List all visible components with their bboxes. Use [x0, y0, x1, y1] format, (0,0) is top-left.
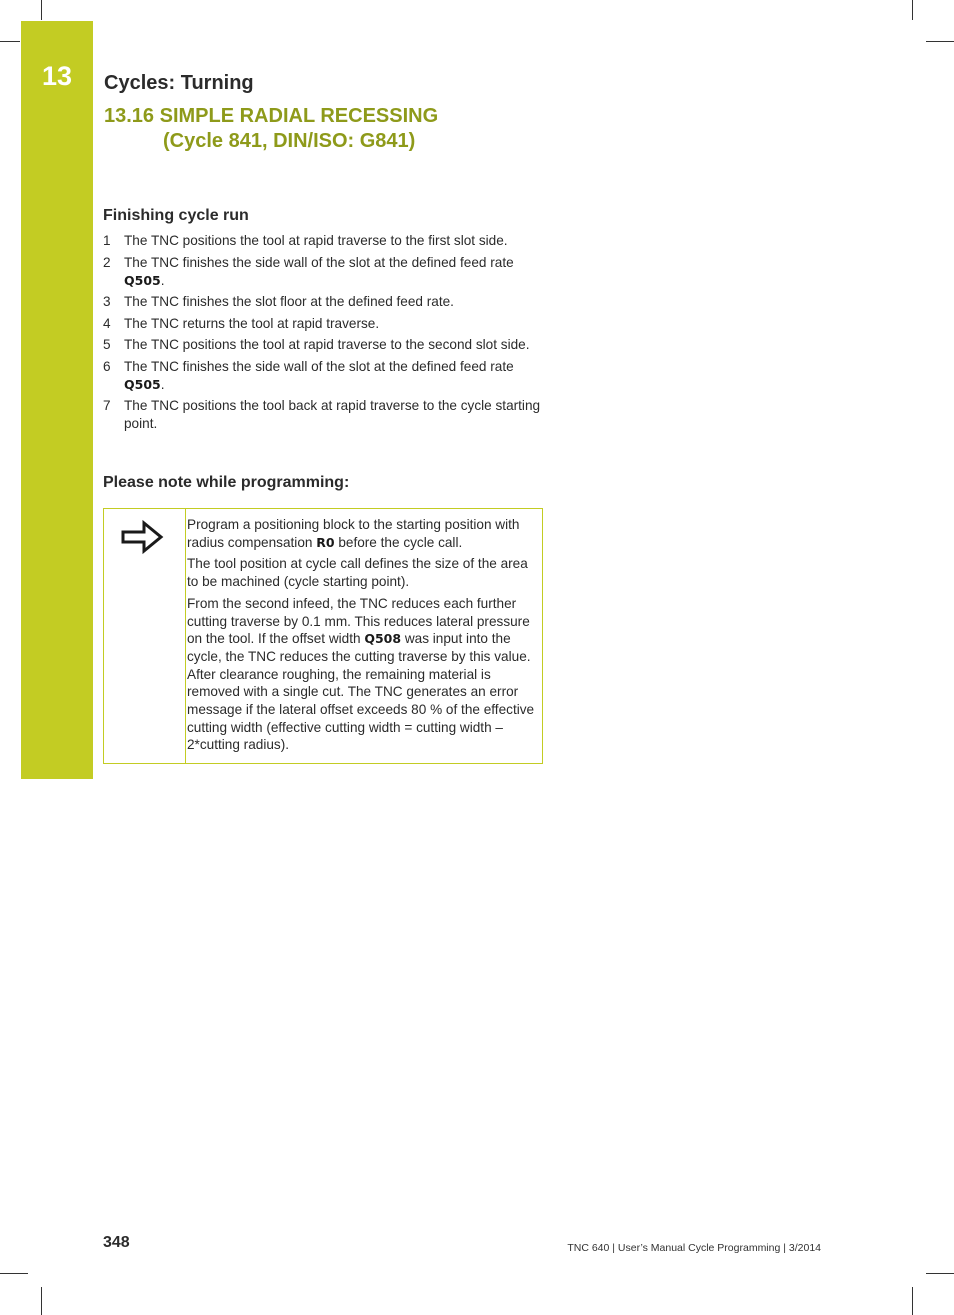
- parameter-code: R0: [316, 534, 335, 550]
- step-number: 5: [103, 337, 111, 352]
- step-text: The TNC positions the tool back at rapid traverse to the cycle starting point.: [124, 398, 541, 431]
- step-text: The TNC positions the tool at rapid traverse to the second slot side.: [124, 337, 530, 352]
- parameter-code: Q505: [124, 376, 161, 392]
- crop-mark: [41, 1287, 42, 1315]
- crop-mark: [926, 1273, 954, 1274]
- step-text: The TNC returns the tool at rapid traverse.: [124, 315, 380, 331]
- section-title: [104, 104, 438, 154]
- list-item: [103, 336, 543, 354]
- note-heading: Please note while programming:: [103, 474, 350, 491]
- chapter-sidebar: [21, 21, 93, 779]
- finishing-heading: Finishing cycle run: [103, 207, 249, 224]
- step-text: The TNC positions the tool at rapid traverse to the first slot side.: [124, 233, 508, 248]
- crop-mark: [926, 41, 954, 42]
- finishing-steps-list: [103, 232, 543, 437]
- list-item: [103, 254, 543, 290]
- step-number: 3: [103, 294, 111, 309]
- note-divider: [185, 509, 186, 763]
- note-paragraph: [187, 516, 537, 551]
- step-suffix: .: [160, 376, 165, 392]
- step-number: 4: [103, 315, 111, 331]
- list-item: [103, 293, 543, 311]
- note-paragraph: [187, 595, 537, 754]
- note-text-run: Program a positioning block to the starting position with radius compensation: [187, 517, 520, 550]
- arrow-right-icon: [120, 519, 166, 560]
- list-item: [103, 358, 543, 394]
- crop-mark: [0, 41, 20, 42]
- crop-mark: [912, 0, 913, 20]
- step-text: The TNC finishes the side wall of the slot at the defined feed rate: [124, 254, 514, 270]
- step-suffix: .: [160, 272, 165, 288]
- note-text: [187, 516, 537, 758]
- list-item: [103, 232, 543, 250]
- chapter-number: 13: [41, 61, 73, 91]
- chapter-title: Cycles: Turning: [104, 72, 254, 94]
- step-number: 7: [103, 398, 111, 413]
- note-text-run: was input into the cycle, the TNC reduces the cutting traverse by this value. After clearance roughing, the remaining material is removed with a single cut. The TNC generates an error message if the lateral offset exceeds 80 % of the effective cutting width (effective cutting width = cutting width –2*cutting radius).: [187, 631, 535, 753]
- note-text-run: From the second infeed, the TNC reduces each further cutting traverse by 0.1 mm. This reduces lateral pressure on the tool. If the offset width: [187, 595, 530, 647]
- step-text: The TNC finishes the slot floor at the defined feed rate.: [124, 294, 454, 309]
- section-title-line1: 13.16 SIMPLE RADIAL RECESSING: [104, 105, 439, 127]
- section-title-line2: (Cycle 841, DIN/ISO: G841): [163, 130, 416, 152]
- page-number: 348: [103, 1234, 130, 1251]
- step-number: 2: [103, 254, 111, 270]
- note-text-run: before the cycle call.: [334, 534, 463, 550]
- step-number: 1: [103, 233, 111, 248]
- step-number: 6: [103, 358, 111, 374]
- crop-mark: [41, 0, 42, 20]
- crop-mark: [912, 1287, 913, 1315]
- parameter-code: Q505: [124, 272, 161, 288]
- footer-doc-info: TNC 640 | User’s Manual Cycle Programming | 3/2014: [567, 1242, 821, 1254]
- note-box: [103, 508, 543, 764]
- list-item: [103, 397, 543, 433]
- crop-mark: [0, 1273, 28, 1274]
- list-item: [103, 315, 543, 333]
- step-text: The TNC finishes the side wall of the slot at the defined feed rate: [124, 358, 514, 374]
- parameter-code: Q508: [364, 631, 402, 647]
- note-paragraph: The tool position at cycle call defines the size of the area to be machined (cycle starting point).: [187, 556, 528, 590]
